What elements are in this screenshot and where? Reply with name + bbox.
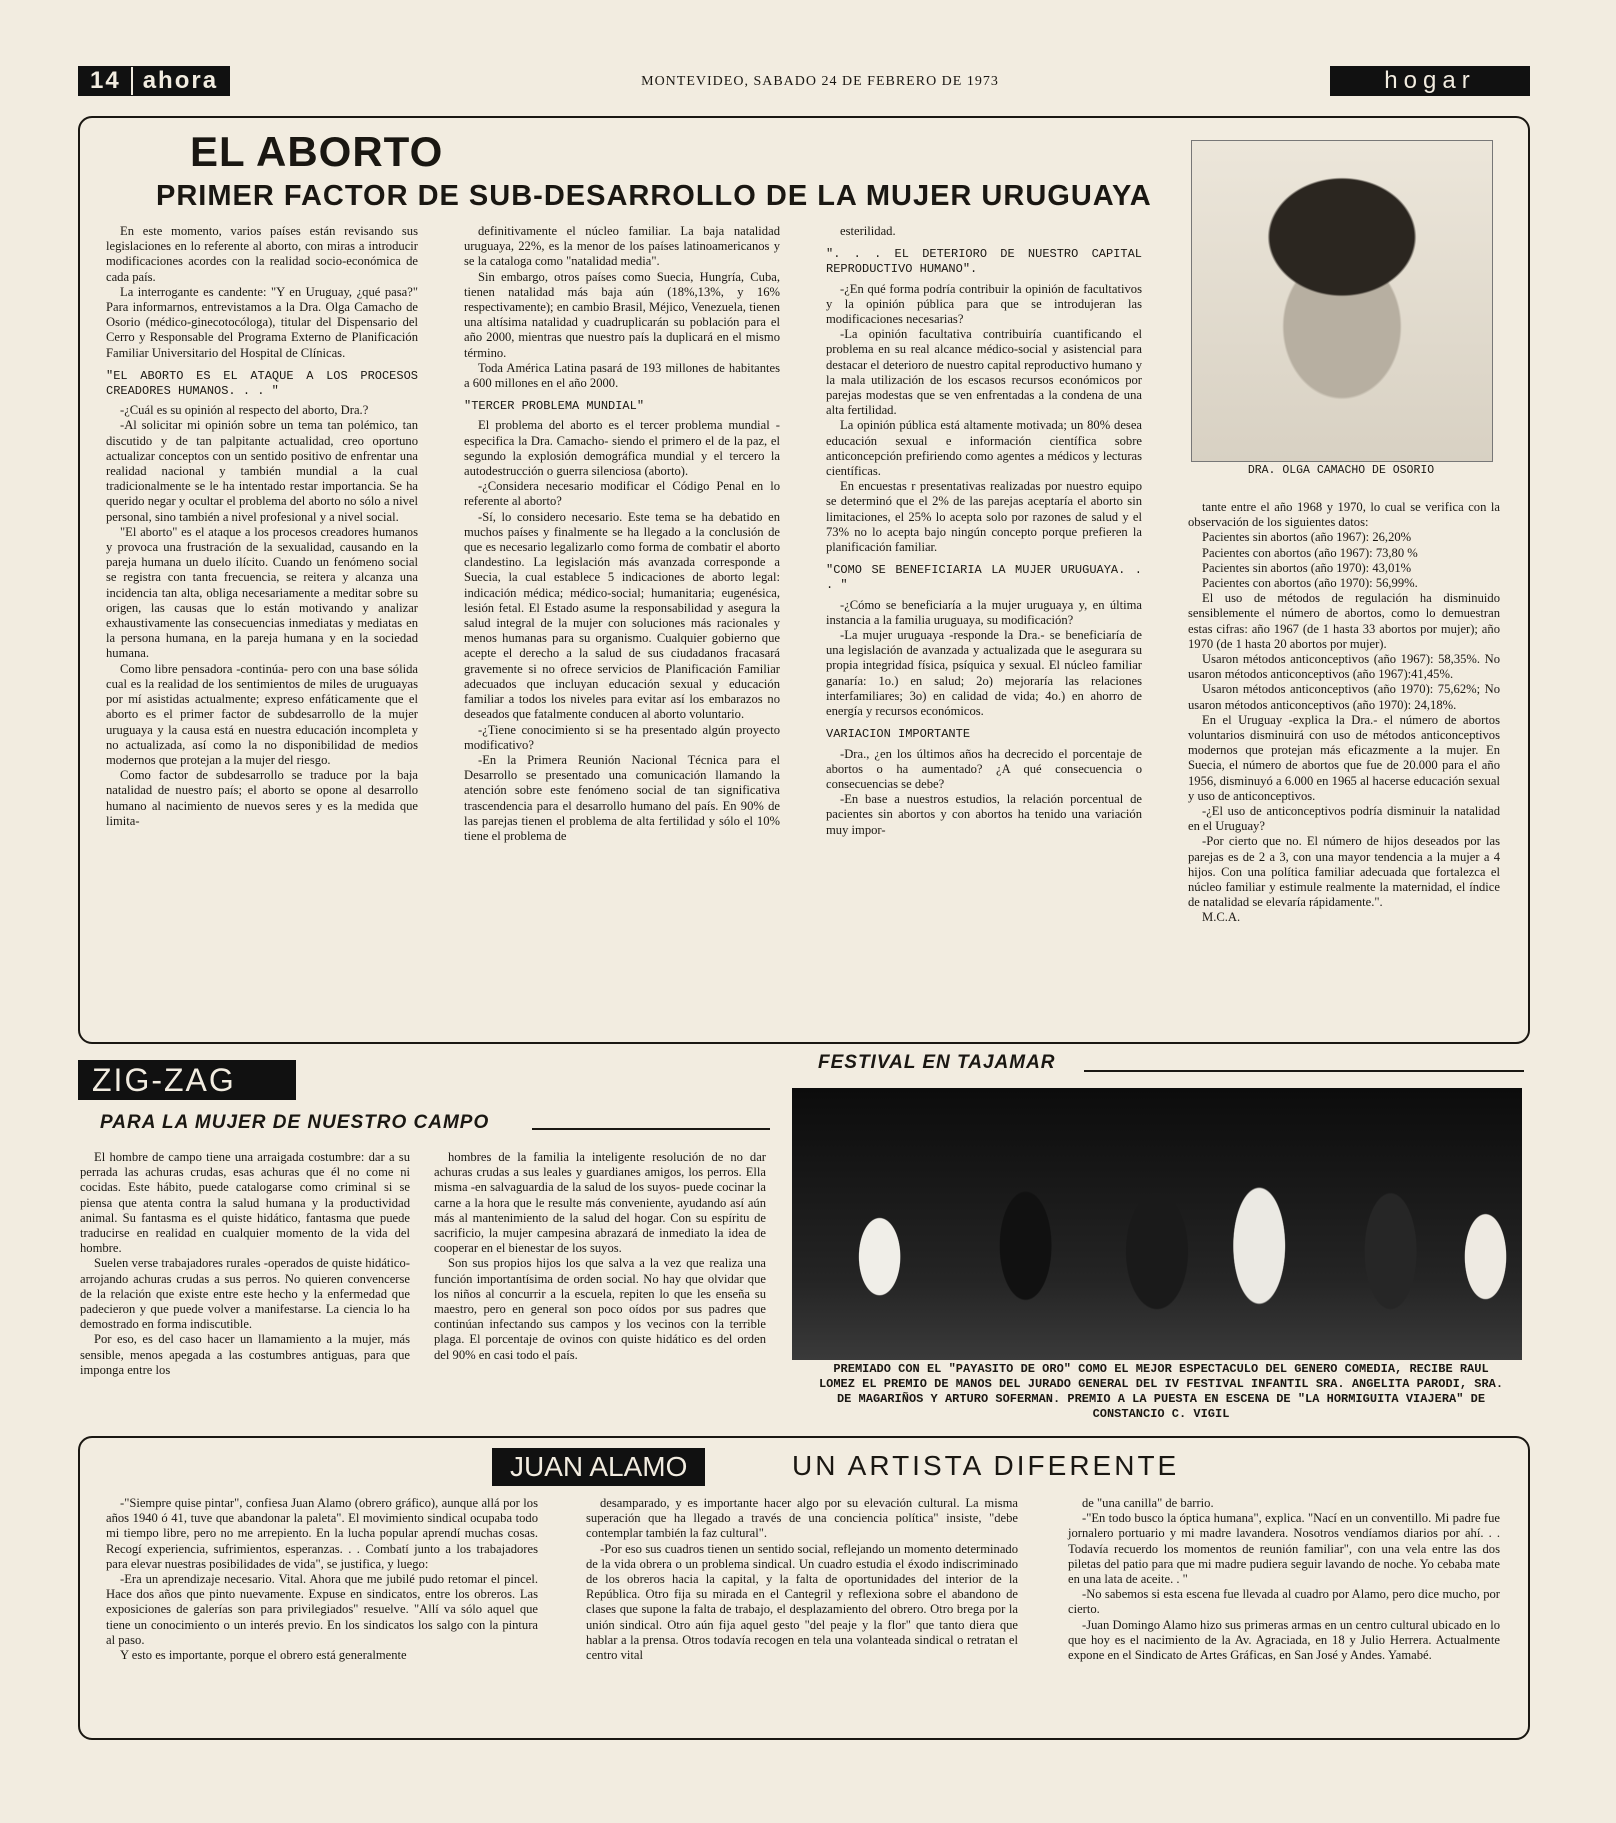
article-subtitle: PRIMER FACTOR DE SUB-DESARROLLO DE LA MUJER URUGUAYA bbox=[156, 180, 1152, 212]
paragraph: -¿El uso de anticonceptivos podría disminuir la natalidad en el Uruguay? bbox=[1188, 804, 1500, 834]
zigzag-label: ZIG-ZAG bbox=[78, 1060, 296, 1100]
juan-alamo-subtitle: UN ARTISTA DIFERENTE bbox=[792, 1450, 1180, 1481]
paragraph: -Juan Domingo Alamo hizo sus primeras armas en un centro cultural ubicado en lo que hoy es el nacimiento de la Av. Agraciada, en 18 y Julio Herrera. Actualmente expone en el Sindicato de Artes Gráficas, en San José y Andes. Yamabé. bbox=[1068, 1617, 1500, 1663]
paragraph: Pacientes con abortos (año 1970): 56,99%. bbox=[1202, 576, 1418, 591]
paragraph: -¿Tiene conocimiento si se ha presentado algún proyecto modificativo? bbox=[464, 722, 780, 752]
paragraph: -La opinión facultativa contribuiría cuantificando el problema en su real alcance médico-social y asistencial para destacar el deterioro de nuestro capital reproductivo humano y la mala utilización de los escasos recursos económicos por parejas modestas que se ven enfrentadas a la condena de una alta fertilidad. bbox=[826, 327, 1142, 418]
page-number-badge bbox=[78, 66, 230, 96]
paragraph: ". . . EL DETERIORO DE NUESTRO CAPITAL REPRODUCTIVO HUMANO". bbox=[826, 247, 1142, 277]
juan-alamo-name: JUAN ALAMO bbox=[492, 1448, 705, 1486]
paragraph: desamparado, y es importante hacer algo por su elevación cultural. La misma superación que ha llegado a través de una conciencia política" insiste, "debe contemplar también la faz cultural". bbox=[586, 1496, 1018, 1541]
paragraph: esterilidad. bbox=[840, 224, 896, 238]
article-column-1 bbox=[106, 224, 418, 829]
paragraph: En este momento, varios países están revisando sus legislaciones en lo referente al aborto, con miras a introducir modificaciones acordes con la realidad socio-económica de cada país. bbox=[106, 224, 418, 284]
juan-column-3 bbox=[1068, 1496, 1500, 1663]
article-column-2 bbox=[464, 224, 780, 844]
paragraph: hombres de la familia la inteligente resolución de no dar achuras crudas a sus leales y guardianes amigos, los perros. Ella misma -en salvaguardia de la salud de los suyos- puede cocinar la carne a la hora que le resulte más conveniente, ayudando así aún más al mantenimiento de la salud del hogar. Con su espíritu de sacrificio, la mujer campesina abrazará de inmediato la idea de cooperar en el bienestar de los suyos. bbox=[434, 1150, 766, 1256]
portrait-caption: DRA. OLGA CAMACHO DE OSORIO bbox=[1247, 464, 1435, 477]
paragraph: tante entre el año 1968 y 1970, lo cual se verifica con la observación de los siguientes datos: bbox=[1188, 500, 1500, 530]
paragraph: -¿Cuál es su opinión al respecto del aborto, Dra.? bbox=[120, 403, 369, 418]
paragraph: -Sí, lo considero necesario. Este tema se ha debatido en muchos países y finalmente se ha llegado a la conclusión de que es necesario legalizarlo como forma de combatir el aborto clandestino. La legislación más avanzada corresponde a Suecia, la cual establece 5 indicaciones de aborto legal: indicación médica; médico-social; humanitaria; eugenésica, lesión fetal. El Estado asume la responsabilidad y asegura la salud integral de la mujer con soluciones más racionales y menos humanas para su organismo. Cualquier gobierno que acepte el derecho a la salud de sus ciudadanos fracasará gravemente si no ofrece servicios de Planificación Familiar adecuados que incluyan educación sexual y educación familiar a todos los niveles para evitar así los embarazos no deseados que fatalmente conducen al aborto voluntario. bbox=[464, 509, 780, 722]
paragraph: -En base a nuestros estudios, la relación porcentual de pacientes sin abortos y con abortos ha tenido una variación muy impor- bbox=[826, 792, 1142, 837]
paragraph: El problema del aborto es el tercer problema mundial -especifica la Dra. Camacho- siendo el primero el de la paz, el segundo la explosión demográfica mundial y el tercero la autodestrucción o guerra silenciosa (aborto). bbox=[464, 418, 780, 479]
paragraph: M.C.A. bbox=[1202, 910, 1241, 925]
article-column-3 bbox=[826, 224, 1142, 838]
paragraph: Como libre pensadora -continúa- pero con una base sólida cual es la realidad de los sentimientos de miles de uruguayas por mí asistidas actualmente; expreso enfáticamente que el aborto es el primer factor de subdesarrollo de la mujer uruguaya y la causa está en nuestra educación incompleta y no actualizada, así como la no disponibilidad de medios modernos que protejan a la mujer del riesgo. bbox=[106, 661, 418, 767]
paragraph: Suelen verse trabajadores rurales -operados de quiste hidático- arrojando achuras crudas a sus perros. No quieren convencerse de la relación que existe entre este hecho y la enfermedad que padecieron y que puede volver a manifestarse. La ciencia lo ha demostrado en forma indiscutible. bbox=[80, 1256, 410, 1332]
paragraph: -Dra., ¿en los últimos años ha decrecido el porcentaje de abortos o ha aumentado? ¿A qué consecuencia o consecuencias se debe? bbox=[826, 746, 1142, 791]
paragraph: Usaron métodos anticonceptivos (año 1970): 75,62%; No usaron métodos anticonceptivos (año 1970): 24,18%. bbox=[1188, 682, 1500, 712]
paragraph: Son sus propios hijos los que salva a la vez que realiza una función importantísima de orden social. No hay que olvidar que los niños al concurrir a la escuela, repiten lo que les enseña su maestro, pero en general son poco oídos por sus padres que continúan infectando sus campos y los vecinos con la terrible plaga. El porcentaje de ovinos con quiste hidático es del orden del 90% en casi todo el país. bbox=[434, 1256, 766, 1362]
juan-column-2 bbox=[586, 1496, 1018, 1663]
paragraph: -¿Considera necesario modificar el Código Penal en lo referente al aborto? bbox=[464, 479, 780, 509]
paragraph: -Al solicitar mi opinión sobre un tema tan polémico, tan discutido y de tan palpitante actualidad, creo oportuno actualizar conceptos con un sentido positivo de enfrentar una realidad nacional y también mundial a la cual tradicionalmente se le ha intentado restar importancia. Se ha querido negar y ocultar el problema del aborto no sólo a nivel personal, sino también a nivel profesional y a nivel social. bbox=[106, 418, 418, 524]
paragraph: Pacientes con abortos (año 1967): 73,80 % bbox=[1202, 545, 1418, 560]
zigzag-subtitle: PARA LA MUJER DE NUESTRO CAMPO bbox=[100, 1112, 490, 1133]
paper-name: ahora bbox=[142, 67, 219, 94]
paragraph: Como factor de subdesarrollo se traduce por la baja natalidad de nuestro país; el aborto se opone al desarrollo humano al nacimiento de nuevos seres y es la medida que limita- bbox=[106, 768, 418, 828]
paragraph: -¿Cómo se beneficiaría a la mujer uruguaya y, en última instancia a la familia uruguaya, su modificación? bbox=[826, 597, 1142, 627]
paragraph: -No sabemos si esta escena fue llevada al cuadro por Alamo, pero dice mucho, por cierto. bbox=[1068, 1587, 1500, 1617]
paragraph: Sin embargo, otros países como Suecia, Hungría, Cuba, tienen natalidad más baja aún (18%,13%, y 16% respectivamente); en cambio Brasil, Méjico, Venezuela, tienen una altísima natalidad y cuadruplicarán su población para el año 2000, mientras que nuestro país la duplicará en el mismo término. bbox=[464, 269, 780, 360]
paragraph: El uso de métodos de regulación ha disminuido sensiblemente el número de abortos, como lo demuestran estas cifras: año 1967 (de 1 hasta 33 abortos por mujer); año 1970 (de 1 hasta 20 abortos por mujer). bbox=[1188, 591, 1500, 651]
zigzag-column-2 bbox=[434, 1150, 766, 1363]
section-label: hogar bbox=[1330, 66, 1530, 96]
paragraph: de "una canilla" de barrio. bbox=[1082, 1496, 1214, 1510]
paragraph: El hombre de campo tiene una arraigada costumbre: dar a su perrada las achuras crudas, esas achuras que él no come ni cocidas. Este hábito, puede catalogarse como criminal si se piensa que atenta contra la salud humana y la productividad animal. Su fantasma es el quiste hidático, fantasma que puede traducirse en realidad en cualquier momento de la vida del hombre. bbox=[80, 1150, 410, 1256]
zigzag-column-1 bbox=[80, 1150, 410, 1378]
paragraph: Toda América Latina pasará de 193 millones de habitantes a 600 millones en el año 2000. bbox=[464, 360, 780, 391]
article-title: EL ABORTO bbox=[190, 128, 444, 175]
festival-title: FESTIVAL EN TAJAMAR bbox=[818, 1052, 1056, 1073]
paragraph: -"En todo busco la óptica humana", explica. "Nací en un conventillo. Mi padre fue jornalero portuario y mi madre lavandera. Nosotros vendíamos diarios por ahí. . . Todavía recuerdo los momentos de reunión familiar", con una vela entre las dos piletas del patio para que mi madre pudiera seguir lavando de noche. Yo cebaba mate en una lata de aceite. . " bbox=[1068, 1511, 1500, 1587]
paragraph: VARIACION IMPORTANTE bbox=[826, 727, 971, 742]
paragraph: "TERCER PROBLEMA MUNDIAL" bbox=[464, 399, 645, 414]
paragraph: Y esto es importante, porque el obrero está generalmente bbox=[120, 1648, 407, 1663]
paragraph: La opinión pública está altamente motivada; un 80% desea educación sexual e información científica sobre anticoncepción prefiriendo como agentes a médicos y lecturas científicas. bbox=[826, 418, 1142, 479]
zigzag-rule bbox=[532, 1128, 770, 1130]
paragraph: -Por cierto que no. El número de hijos deseados por las parejas es de 2 a 3, con una mayor tendencia a la mujer a 4 hijos. Con una política familiar adecuada que fortalezca el núcleo familiar y estimule realmente la maternidad, el índice de natalidad se elevaría rápidamente.". bbox=[1188, 834, 1500, 910]
paragraph: Por eso, es del caso hacer un llamamiento a la mujer, más sensible, menos apegada a las costumbres antiguas, para que imponga entre los bbox=[80, 1332, 410, 1377]
festival-rule bbox=[1084, 1070, 1524, 1072]
paragraph: -La mujer uruguaya -responde la Dra.- se beneficiaría de una legislación de avanzada y actualizada que le asegurara su propia integridad física, psíquica y sexual. El núcleo familiar ganaría: 1o.) en salud; 2o) mejoraría las relaciones interfamiliares; 3o) en calidad de vida; 4o.) en ahorro de energía y recursos económicos. bbox=[826, 628, 1142, 719]
paragraph: Usaron métodos anticonceptivos (año 1967): 58,35%. No usaron métodos anticonceptivos (año 1967):41,45%. bbox=[1188, 652, 1500, 682]
paragraph: En encuestas r presentativas realizadas por nuestro equipo se determinó que el 2% de las parejas aceptaría el aborto sin limitaciones, el 25% lo acepta solo por razones de salud y el 73% no lo acepta bajo ningún concepto porque prefieren la planificación familiar. bbox=[826, 479, 1142, 555]
paragraph: "EL ABORTO ES EL ATAQUE A LOS PROCESOS CREADORES HUMANOS. . . " bbox=[106, 368, 418, 399]
paragraph: "El aborto" es el ataque a los procesos creadores humanos y provoca una frustración de la sexualidad, causando en la pareja humana un duelo ilícito. Cuando un fenómeno social se registra con tanta frecuencia, se reitera y alcanza una incidencia tan alta, obliga necesariamente a meditar sobre su origen, las causas que lo están motivando y analizar exhaustivamente las consecuencias inmediatas y mediatas en la persona humana, en la pareja humana y en la sociedad humana. bbox=[106, 524, 418, 661]
page-number: 14 bbox=[90, 67, 133, 95]
portrait-photo bbox=[1191, 140, 1493, 462]
dateline: MONTEVIDEO, SABADO 24 DE FEBRERO DE 1973 bbox=[641, 74, 999, 89]
article-column-4 bbox=[1188, 500, 1500, 926]
paragraph: -Era un aprendizaje necesario. Vital. Ahora que me jubilé pudo retomar el pincel. Hace dos años que pinto nuevamente. Expuse en sindicatos, entre los obreros. Las exposiciones de galerías son para privilegiados" resuelve. "Allí va sólo aquel que tiene un conocimiento o un interés previo. En los sindicatos los salgo con la pintura al paso. bbox=[106, 1572, 538, 1647]
paragraph: La interrogante es candente: "Y en Uruguay, ¿qué pasa?" Para informarnos, entrevistamos a la Dra. Olga Camacho de Osorio (médico-ginecotocóloga), titular del Dispensario del Cerro y Responsable del Programa Externo de Planificación Familiar Universitario del Hospital de Clínicas. bbox=[106, 284, 418, 360]
paragraph: -"Siempre quise pintar", confiesa Juan Alamo (obrero gráfico), aunque allá por los años 1940 ó 41, tuve que abandonar la paleta". El movimiento sindical ocupaba todo mi tiempo libre, pero no me arrepiento. En la lucha popular aprendí muchas cosas. Recogí experiencia, sufrimientos, esperanzas. . . Combatí junto a los trabajadores para elevar nuestras posibilidades de vida", se justifica, y luego: bbox=[106, 1496, 538, 1571]
paragraph: -Por eso sus cuadros tienen un sentido social, reflejando un momento determinado de la vida obrera o un problema sindical. Un cuadro estudia el éxodo indiscriminado de los obreros hacia la capital, y la falta de oportunidades del interior de la República. Otro fija su mirada en el Cantegril y reflexiona sobre el abandono de clases que supone la falta de trabajo, el desplazamiento del obrero. Otro brega por la unión sindical. Otro aún fija aquel gesto "del peaje y la flor" que tanto diera que hablar a la prensa. Otros todavía recogen en tela una volanteada sindical o retratan el centro vital bbox=[586, 1541, 1018, 1663]
paragraph: Pacientes sin abortos (año 1970): 43,01% bbox=[1202, 560, 1412, 575]
paragraph: Pacientes sin abortos (año 1967): 26,20% bbox=[1202, 530, 1412, 545]
paragraph: definitivamente el núcleo familiar. La baja natalidad uruguaya, 22%, es la menor de los países latinoamericanos y se la cataloga como "natalidad media". bbox=[464, 224, 780, 269]
festival-caption: PREMIADO CON EL "PAYASITO DE ORO" COMO EL MEJOR ESPECTACULO DEL GENERO COMEDIA, RECIBE RAUL LOMEZ EL PREMIO DE MANOS DEL JURADO GENERAL DEL IV FESTIVAL INFANTIL SRA. ANGELITA PARODI, SRA. DE MAGARIÑOS Y ARTURO SOFERMAN. PREMIO A LA PUESTA EN ESCENA DE "LA HORMIGUITA VIAJERA" DE CONSTANCIO C. VIGIL bbox=[818, 1362, 1504, 1421]
paragraph: "COMO SE BENEFICIARIA LA MUJER URUGUAYA. . . " bbox=[826, 563, 1142, 593]
paragraph: -En la Primera Reunión Nacional Técnica para el Desarrollo se presentado una comunicación llamando la atención sobre este fenómeno social de tan significativa trascendencia para el desarrollo humano del país. En 90% de las parejas tienen el problema de alta fertilidad y sólo el 10% tiene el problema de bbox=[464, 752, 780, 843]
juan-column-1 bbox=[106, 1496, 538, 1663]
festival-photo bbox=[792, 1088, 1522, 1360]
paragraph: En el Uruguay -explica la Dra.- el número de abortos voluntarios disminuirá con uso de métodos anticonceptivos modernos que protejan más eficazmente a la mujer. En Suecia, el número de abortos que fue de 20.000 para el año 1956, disminuyó a 6.000 en 1965 al hacerse educación sexual y uso de anticonceptivos. bbox=[1188, 712, 1500, 803]
paragraph: -¿En qué forma podría contribuir la opinión de facultativos y la opinión pública para que se introdujeran las modificaciones necesarias? bbox=[826, 281, 1142, 327]
